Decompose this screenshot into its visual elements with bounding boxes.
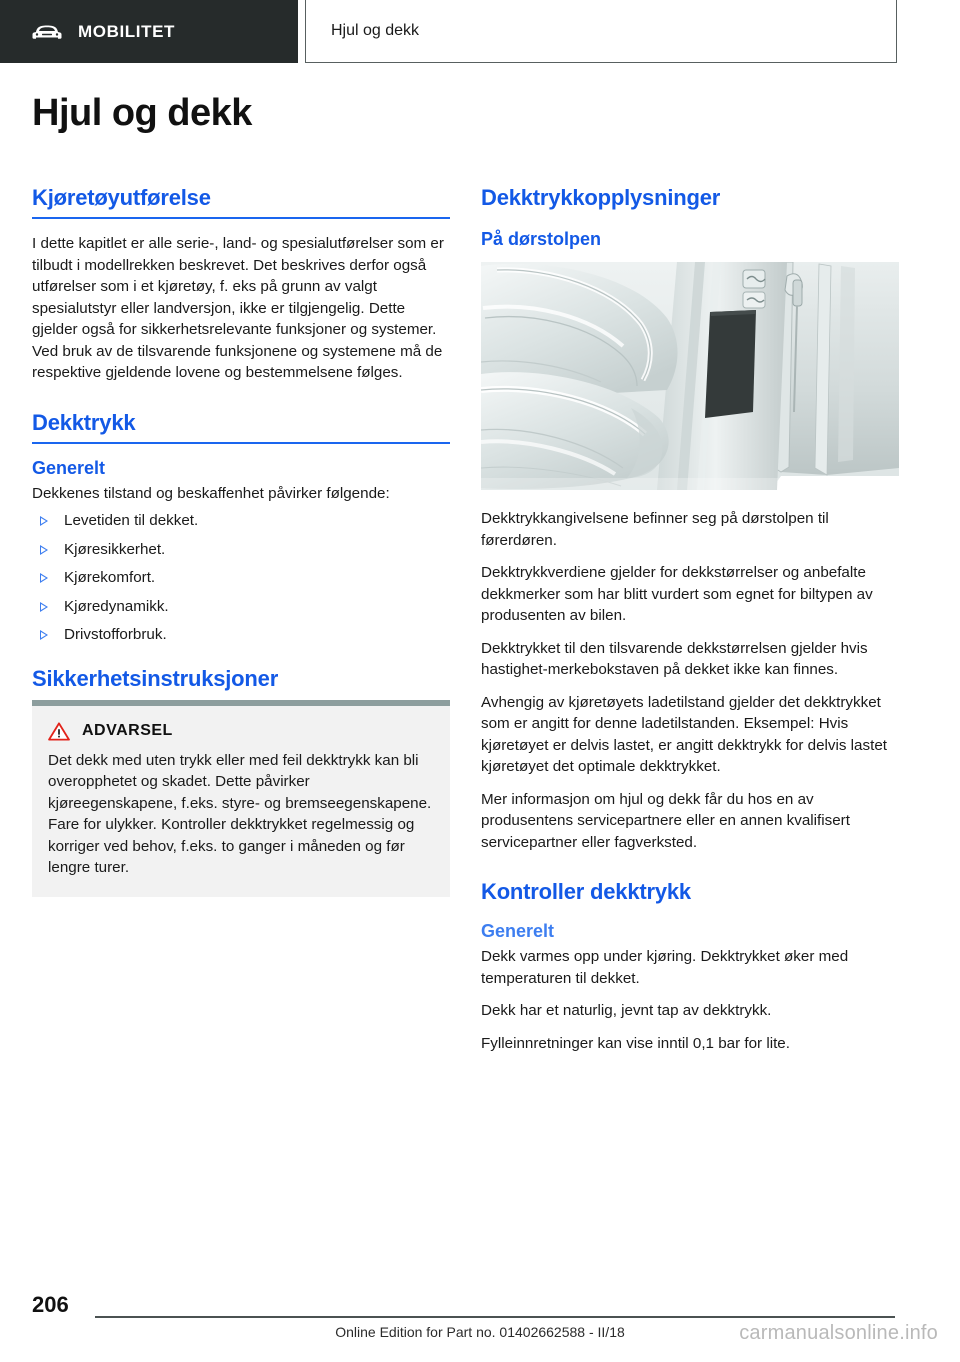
warning-title: ADVARSEL <box>82 722 173 739</box>
list-item <box>32 567 450 589</box>
footer-divider <box>95 1316 895 1318</box>
triangle-bullet-icon <box>40 545 48 555</box>
section-heading-sikkerhetsinstruksjoner: Sikkerhetsinstruksjoner <box>32 665 279 691</box>
section-heading-kontroller-dekktrykk: Kontroller dekktrykk <box>481 879 691 904</box>
subheading-generelt-right: Generelt <box>481 921 555 941</box>
list-item-label: Levetiden til dekket. <box>64 512 199 529</box>
warning-text: Det dekk med uten trykk eller med feil dekktrykk kan bli overopphetet og skadet. Dette påvirker kjøreegenskapene, f.eks. styre- og bremseegenskapene. Fare for ulykker. Kontroller dekktrykket regelmessig og korriger ved behov, f.eks. to ganger i måneden og før lengre turer. <box>48 751 432 876</box>
footer-note: Online Edition for Part no. 01402662588 - II/18 <box>335 1324 625 1340</box>
list-item <box>32 624 450 646</box>
watermark: carmanualsonline.info <box>739 1322 938 1344</box>
triangle-bullet-icon <box>40 630 48 640</box>
triangle-bullet-icon <box>40 573 48 583</box>
paragraph-dekkenes-tilstand: Dekkenes tilstand og beskaffenhet påvirker følgende: <box>32 484 390 502</box>
list-item-label: Kjøredynamikk. <box>64 597 169 615</box>
warning-box <box>32 700 450 897</box>
car-front-icon <box>32 22 62 42</box>
paragraph-kontroller-2: Dekk har et naturlig, jevnt tap av dekktrykk. <box>481 1002 772 1019</box>
list-item-label: Kjørekomfort. <box>64 569 156 586</box>
section-heading-dekktrykk: Dekktrykk <box>32 410 450 444</box>
list-item-label: Drivstofforbruk. <box>64 626 167 643</box>
section-heading-kjoretoyutforelse: Kjøretøyutførelse <box>32 185 450 219</box>
triangle-bullet-icon <box>40 602 48 612</box>
brand-label: MOBILITET <box>78 21 175 41</box>
list-item-label: Kjøresikkerhet. <box>64 540 166 558</box>
paragraph-dorstolpen-2: Dekktrykkverdiene gjelder for dekkstørrelser og anbefalte dekkmerker som har blitt vurdert som egnet for biltypen av produsenten av bilen. <box>481 564 873 624</box>
left-column <box>32 185 450 897</box>
paragraph-dorstolpen-1: Dekktrykkangivelsene befinner seg på dørstolpen til førerdøren. <box>481 510 829 549</box>
paragraph-kontroller-3: Fylleinnretninger kan vise inntil 0,1 bar for lite. <box>481 1034 790 1052</box>
paragraph-dorstolpen-5: Mer informasjon om hjul og dekk får du hos en av produsentens servicepartnere eller en annen kvalifisert servicepartner eller fagverksted. <box>481 790 850 851</box>
car-seat-door-sill-illustration <box>481 262 899 490</box>
list-item <box>32 510 450 532</box>
subheading-generelt-left: Generelt <box>32 457 106 478</box>
list-item <box>32 539 450 561</box>
paragraph-kjoretoyutforelse: I dette kapitlet er alle serie-, land- og spesialutførelser som er tilbudt i modellrekken beskrevet. Det beskrives derfor også utførelser som i et kjøretøy, f. eks på grunn av valgt spesialutstyr eller landversjon, ikke er tilgjengelig. Dette gjelder også for sikkerhetsrelevante funksjoner og systemer. Ved bruk av de tilsvarende funksjonene og systemene må de respektive gjeldende lovene og bestemmelsene følges. <box>32 235 444 381</box>
subheading-pa-dorstolpen: På dørstolpen <box>481 229 602 249</box>
warning-triangle-icon <box>48 722 70 741</box>
breadcrumb-label: Hjul og dekk <box>331 22 420 39</box>
triangle-bullet-icon <box>40 516 48 526</box>
page-title: Hjul og dekk <box>32 92 252 134</box>
paragraph-kontroller-1: Dekk varmes opp under kjøring. Dekktrykket øker med temperaturen til dekket. <box>481 948 849 987</box>
paragraph-dorstolpen-4: Avhengig av kjøretøyets ladetilstand gjelder det dekktrykket som er angitt for denne ladetilstanden. Eksempel: Hvis kjøretøyet er delvis lastet, er angitt dekktrykk for delvis lastet kjøretøyet det optimale dekktrykket. <box>481 693 887 775</box>
bullet-list-dekkenes <box>32 510 450 646</box>
page-footer <box>0 1282 960 1362</box>
header-brand <box>0 0 298 63</box>
warning-header <box>48 722 434 741</box>
page-header <box>0 0 960 64</box>
list-item <box>32 596 450 618</box>
section-heading-dekktrykkopplysninger: Dekktrykkopplysninger <box>481 185 721 210</box>
breadcrumb <box>305 0 897 63</box>
page-number: 206 <box>32 1292 69 1317</box>
right-column <box>481 185 899 1065</box>
paragraph-dorstolpen-3: Dekktrykket til den tilsvarende dekkstørrelsen gjelder hvis hastighet-merkebokstaven på dekket ikke kan finnes. <box>481 639 868 678</box>
